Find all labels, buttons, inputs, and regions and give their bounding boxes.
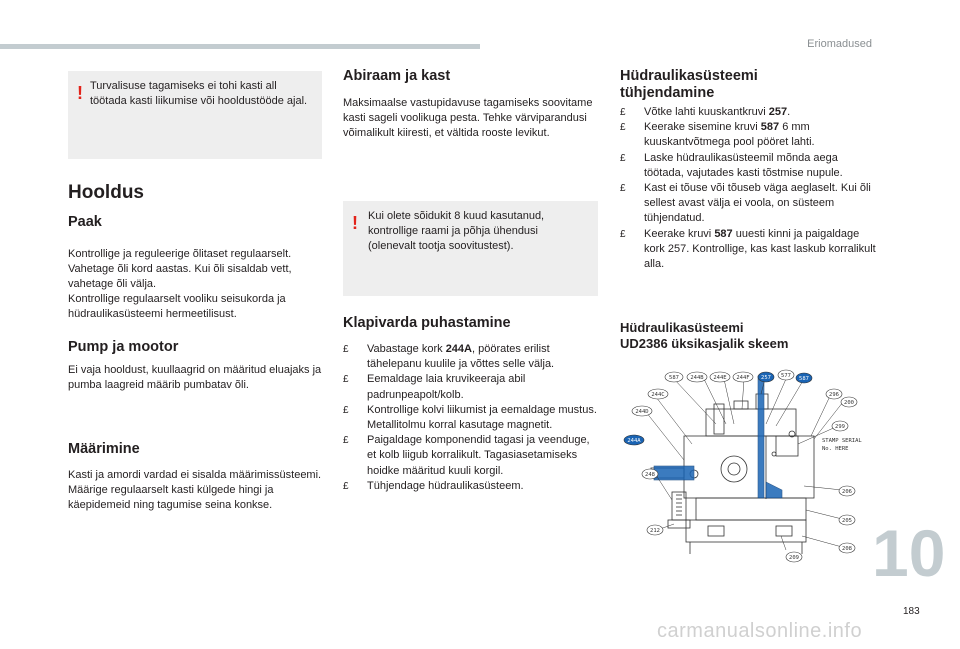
diagram-label: 209 (789, 555, 799, 561)
diagram-label: 299 (835, 424, 845, 430)
diagram-label: 205 (842, 518, 852, 524)
diagram-label: 208 (842, 546, 852, 552)
checkbox-icon: £ (620, 183, 626, 195)
chapter-number: 10 (872, 516, 946, 590)
diagram-label: 244B (690, 375, 704, 381)
list-item: £ Tühjendage hüdraulikasüsteem. (343, 479, 598, 494)
stamp-text: No. HERE (822, 446, 849, 452)
page-number: 183 (903, 606, 920, 617)
tuhjendamine-list (620, 105, 880, 272)
checkbox-icon: £ (620, 122, 626, 134)
paak-text-1: Kontrollige ja reguleerige õlitaset regulaarselt. Vahetage õli kord aastas. Kui õli sisaldab vett, vahetage õli välja. (68, 248, 292, 291)
diagram-label: 587 (799, 376, 809, 382)
diagram-label: 577 (781, 373, 791, 379)
diagram-label: 244E (713, 375, 727, 381)
paak-text-2: Kontrollige regulaarselt vooliku seisukorda ja hüdraulikasüsteemi hermeetilisust. (68, 293, 286, 321)
warning-icon: ! (352, 213, 358, 233)
list-item: £ Eemaldage laia kruvikeeraja abil padrunpeapolt/kolb. (343, 373, 526, 401)
abiraam-text: Maksimaalse vastupidavuse tagamiseks soovitame kasti sageli voolikuga pesta. Tehke värviparandusi võimalikult kiiresti, et vältida rooste levikut. (343, 97, 593, 140)
list-item: £ Paigaldage komponendid tagasi ja veenduge, et kolb liigub korralikult. Tagasiasetamiseks hoidke määritud kuuli korgil. (343, 434, 590, 477)
list-item: £ Keerake kruvi 587 uuesti kinni ja paigaldage kork 257. Kontrollige, kas kast laskub korralikult alla. (620, 227, 876, 271)
klapivarda-list (343, 342, 598, 494)
diagram-label: 212 (650, 528, 660, 534)
diagram-label: 206 (842, 489, 852, 495)
hydraulic-diagram (616, 364, 880, 566)
stamp-text: STAMP SERIAL (822, 438, 862, 444)
heading-klapivarda: Klapivarda puhastamine (343, 315, 511, 331)
warning-text: Turvalisuse tagamiseks ei tohi kasti all töötada kasti liikumise või hooldustööde ajal. (90, 80, 308, 107)
header-bar (0, 44, 480, 49)
diagram-label: 244A (627, 438, 641, 444)
diagram-label: 244C (651, 392, 665, 398)
heading-skeem: Hüdraulikasüsteemi UD2386 üksikasjalik skeem (620, 320, 789, 351)
diagram-label: 257 (761, 375, 771, 381)
heading-maarimine: Määrimine (68, 441, 140, 457)
diagram-label: 244F (736, 375, 750, 381)
list-item: £ Võtke lahti kuuskantkruvi 257. (620, 105, 880, 120)
checkbox-icon: £ (343, 435, 349, 447)
section-name: Eriomadused (807, 38, 872, 50)
diagram-label: 296 (829, 392, 839, 398)
list-item: £ Laske hüdraulikasüsteemil mõnda aega töötada, vajutades kasti tõstmise nupule. (620, 151, 843, 179)
page-title: Hooldus (68, 182, 144, 203)
diagram-label: 587 (669, 375, 679, 381)
diagram-label: 200 (844, 400, 854, 406)
checkbox-icon: £ (343, 480, 349, 492)
diagram-label: 248 (645, 472, 655, 478)
diagram-label: 244D (635, 409, 649, 415)
heading-pump: Pump ja mootor (68, 339, 179, 355)
list-item: £ Vabastage kork 244A, pöörates erilist tähelepanu kuulile ja võttes selle välja. (343, 343, 555, 371)
warning-icon: ! (77, 83, 83, 103)
checkbox-icon: £ (343, 404, 349, 416)
checkbox-icon: £ (343, 374, 349, 386)
heading-tuhjendamine: Hüdraulikasüsteemi tühjendamine (620, 68, 758, 101)
list-item: £ Kast ei tõuse või tõuseb väga aeglaselt. Kui õli sellest avast välja ei voola, on süsteem tühjendatud. (620, 182, 871, 225)
list-item: £ Kontrollige kolvi liikumist ja eemaldage mustus. Metallitolmu korral kasutage magnetit. (343, 403, 597, 432)
watermark: carmanualsonline.info (657, 620, 863, 642)
list-item: £ Keerake sisemine kruvi 587 6 mm kuuskantvõtmega pool pööret lahti. (620, 121, 815, 149)
checkbox-icon: £ (343, 344, 349, 355)
checkbox-icon: £ (620, 152, 626, 164)
warning-text-2: Kui olete sõidukit 8 kuud kasutanud, kontrollige raami ja põhja ühendusi (olenevalt tootja soovitustest). (368, 210, 545, 252)
maarimine-text: Kasti ja amordi vardad ei sisalda määrimissüsteemi. Määrige regulaarselt kasti külgede hingi ja käepidemeid ning tagumise seina konkse. (68, 469, 322, 512)
heading-paak: Paak (68, 214, 102, 230)
warning-box-2 (343, 201, 598, 296)
checkbox-icon: £ (620, 228, 626, 240)
warning-box (68, 71, 322, 159)
heading-abiraam: Abiraam ja kast (343, 68, 451, 84)
pump-text: Ei vaja hooldust, kuullaagrid on määritud eluajaks ja pumba laagreid määrib pumbatav õli. (68, 364, 322, 392)
checkbox-icon: £ (620, 107, 626, 118)
